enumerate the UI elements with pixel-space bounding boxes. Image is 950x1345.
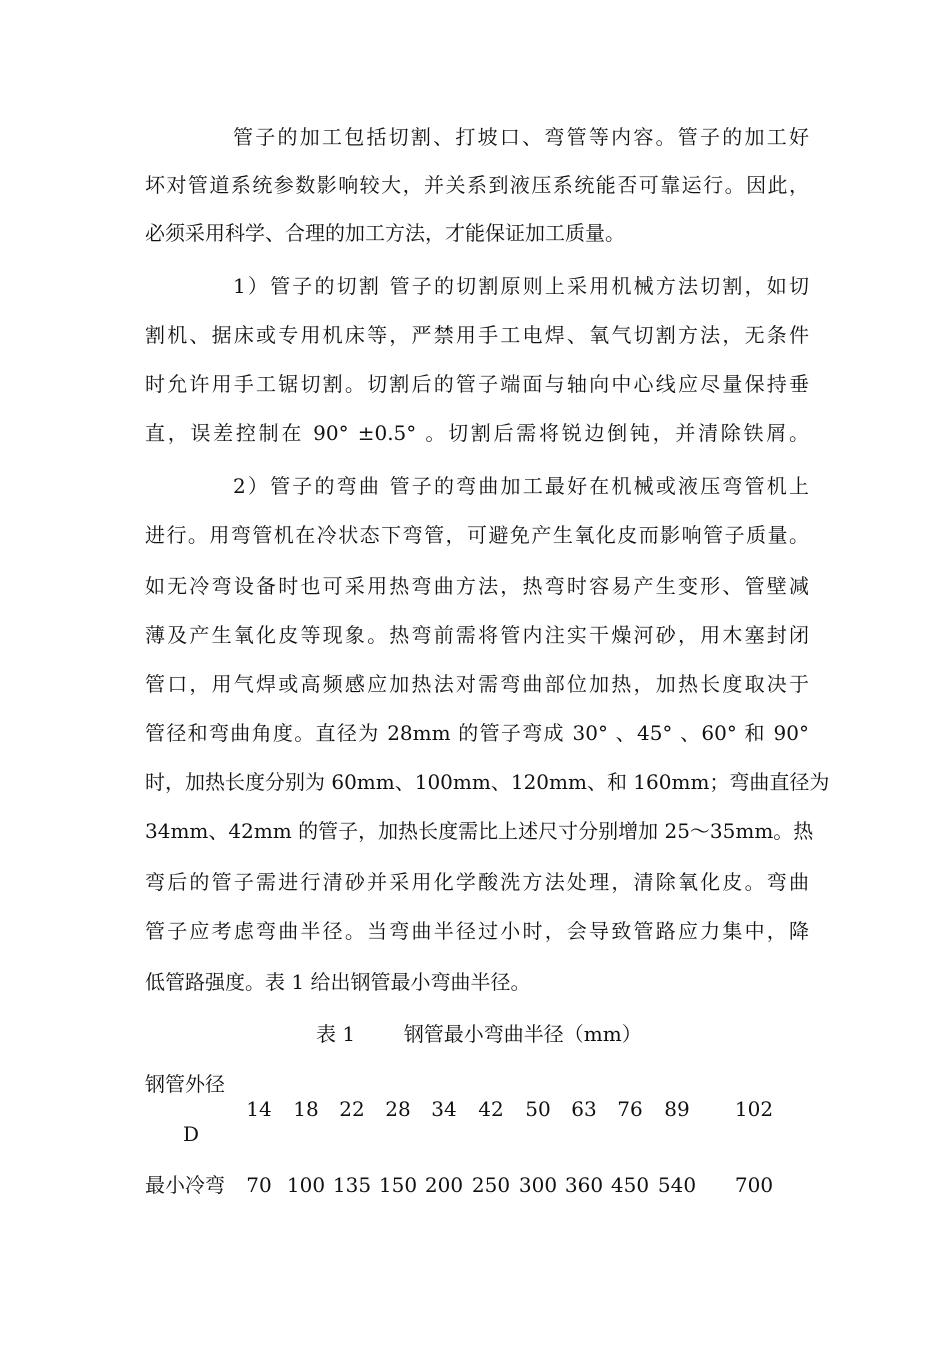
paragraph-2-line-2: 割机、据床或专用机床等，严禁用手工电焊、氧气切割方法，无条件 [145,323,809,347]
paragraph-3-line-1: 2）管子的弯曲 管子的弯曲加工最好在机械或液压弯管机上 [233,474,809,498]
paragraph-2-line-4: 直，误差控制在 90° ±0.5° 。切割后需将锐边倒钝，并清除铁屑。 [145,421,809,445]
table-row2-cell: 360 [564,1173,604,1197]
paragraph-3-line-6: 管径和弯曲角度。直径为 28mm 的管子弯成 30° 、45° 、60° 和 90° [145,721,809,745]
table-row2-cell: 200 [424,1173,464,1197]
table-row2-cell: 250 [471,1173,511,1197]
table-row1-cell: 102 [734,1097,774,1121]
paragraph-3-line-2: 进行。用弯管机在冷状态下弯管，可避免产生氧化皮而影响管子质量。 [145,523,809,547]
table-row1-cell: 14 [246,1097,272,1121]
table-caption-number: 表 1 [316,1022,356,1046]
table-caption-title: 钢管最小弯曲半径（mm） [403,1022,642,1046]
paragraph-3-line-5: 管口，用气焊或高频感应加热法对需弯曲部位加热，加热长度取决于 [145,672,809,696]
table-row1-cell: 50 [525,1097,551,1121]
table-row1-label-unit: D [183,1122,200,1146]
paragraph-3-line-4: 薄及产生氧化皮等现象。热弯前需将管内注实干燥河砂，用木塞封闭 [145,623,809,647]
table-row2-cell: 70 [246,1173,272,1197]
paragraph-3-line-3: 如无冷弯设备时也可采用热弯曲方法，热弯时容易产生变形、管壁减 [145,574,809,598]
table-row1-cell: 28 [385,1097,411,1121]
paragraph-3-line-11: 低管路强度。表 1 给出钢管最小弯曲半径。 [145,970,531,994]
table-row2-label: 最小冷弯 [145,1173,225,1197]
table-row2-cell: 100 [286,1173,326,1197]
paragraph-1-line-3: 必须采用科学、合理的加工方法，才能保证加工质量。 [145,221,625,245]
paragraph-1-line-1: 管子的加工包括切割、打坡口、弯管等内容。管子的加工好 [233,125,809,149]
paragraph-3-line-7: 时，加热长度分别为 60mm、100mm、120mm、和 160mm；弯曲直径为 [145,770,830,794]
paragraph-1-line-2: 坏对管道系统参数影响较大，并关系到液压系统能否可靠运行。因此， [145,173,809,197]
table-row1-cell: 76 [617,1097,643,1121]
table-row2-cell: 700 [734,1173,774,1197]
table-row1-label: 钢管外径 [145,1072,225,1096]
table-row1-cell: 63 [571,1097,597,1121]
table-row1-cell: 89 [664,1097,690,1121]
table-caption [316,1021,642,1047]
paragraph-2-line-3: 时允许用手工锯切割。切割后的管子端面与轴向中心线应尽量保持垂 [145,372,809,396]
table-row2-cell: 150 [378,1173,418,1197]
table-row2-cell: 300 [518,1173,558,1197]
table-row1-cell: 34 [431,1097,457,1121]
table-row2-cell: 135 [332,1173,372,1197]
table-row2-cell: 540 [657,1173,697,1197]
table-row1-cell: 22 [339,1097,365,1121]
paragraph-3-line-9: 弯后的管子需进行清砂并采用化学酸洗方法处理，清除氧化皮。弯曲 [145,870,809,894]
paragraph-3-line-8: 34mm、42mm 的管子，加热长度需比上述尺寸分别增加 25～35mm。热 [145,819,814,843]
table-row1-cell: 42 [478,1097,504,1121]
table-row1-cell: 18 [293,1097,319,1121]
paragraph-3-line-10: 管子应考虑弯曲半径。当弯曲半径过小时，会导致管路应力集中，降 [145,919,809,943]
paragraph-2-line-1: 1）管子的切割 管子的切割原则上采用机械方法切割，如切 [233,274,809,298]
table-row2-cell: 450 [610,1173,650,1197]
